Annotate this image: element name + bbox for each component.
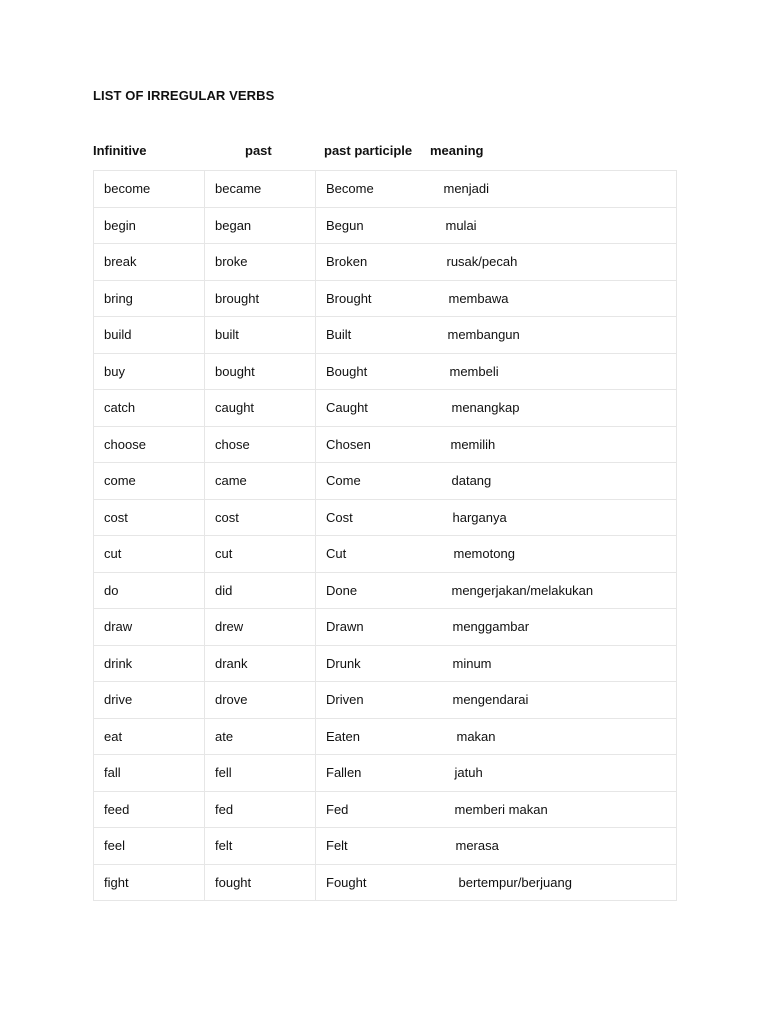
table-row (94, 426, 677, 463)
cell-infinitive: feed (94, 791, 205, 828)
table-row (94, 353, 677, 390)
cell-past-participle: Built (316, 317, 420, 354)
cell-infinitive: become (94, 171, 205, 208)
cell-past-participle: Cost (316, 499, 420, 536)
cell-infinitive: build (94, 317, 205, 354)
cell-past: drove (205, 682, 316, 719)
cell-past: did (205, 572, 316, 609)
cell-past-participle: Cut (316, 536, 420, 573)
table-row (94, 499, 677, 536)
cell-meaning: menggambar (420, 609, 677, 646)
cell-past: caught (205, 390, 316, 427)
cell-meaning: mulai (420, 207, 677, 244)
cell-past: fought (205, 864, 316, 901)
cell-infinitive: eat (94, 718, 205, 755)
cell-infinitive: cut (94, 536, 205, 573)
cell-past-participle: Begun (316, 207, 420, 244)
cell-past: brought (205, 280, 316, 317)
cell-infinitive: begin (94, 207, 205, 244)
cell-infinitive: cost (94, 499, 205, 536)
table-row (94, 645, 677, 682)
table-row (94, 171, 677, 208)
cell-past-participle: Fed (316, 791, 420, 828)
cell-meaning: merasa (420, 828, 677, 865)
verbs-table-body (94, 171, 677, 901)
cell-infinitive: buy (94, 353, 205, 390)
cell-meaning: minum (420, 645, 677, 682)
table-row (94, 791, 677, 828)
cell-past: cost (205, 499, 316, 536)
cell-past: chose (205, 426, 316, 463)
cell-past: came (205, 463, 316, 500)
cell-infinitive: fight (94, 864, 205, 901)
cell-past-participle: Felt (316, 828, 420, 865)
cell-past: drew (205, 609, 316, 646)
cell-past: ate (205, 718, 316, 755)
cell-meaning: rusak/pecah (420, 244, 677, 281)
cell-meaning: membeli (420, 353, 677, 390)
cell-meaning: menangkap (420, 390, 677, 427)
cell-infinitive: catch (94, 390, 205, 427)
table-row (94, 244, 677, 281)
table-row (94, 207, 677, 244)
cell-past-participle: Broken (316, 244, 420, 281)
cell-meaning: memilih (420, 426, 677, 463)
cell-infinitive: bring (94, 280, 205, 317)
cell-meaning: mengendarai (420, 682, 677, 719)
cell-meaning: jatuh (420, 755, 677, 792)
cell-meaning: memotong (420, 536, 677, 573)
cell-infinitive: feel (94, 828, 205, 865)
table-row (94, 572, 677, 609)
cell-past: fed (205, 791, 316, 828)
cell-past: became (205, 171, 316, 208)
cell-infinitive: fall (94, 755, 205, 792)
header-infinitive: Infinitive (93, 143, 147, 158)
column-headers (93, 143, 676, 161)
table-row (94, 280, 677, 317)
header-past-participle: past participle (324, 143, 413, 158)
cell-past: felt (205, 828, 316, 865)
table-row (94, 864, 677, 901)
table-row (94, 463, 677, 500)
cell-past: began (205, 207, 316, 244)
header-meaning: meaning (430, 143, 484, 158)
cell-infinitive: do (94, 572, 205, 609)
cell-meaning: makan (420, 718, 677, 755)
cell-past-participle: Fought (316, 864, 420, 901)
cell-meaning: menjadi (420, 171, 677, 208)
cell-past-participle: Become (316, 171, 420, 208)
table-row (94, 682, 677, 719)
cell-past-participle: Done (316, 572, 420, 609)
table-row (94, 536, 677, 573)
cell-past-participle: Eaten (316, 718, 420, 755)
page-title: LIST OF IRREGULAR VERBS (93, 88, 275, 103)
cell-meaning: membangun (420, 317, 677, 354)
verbs-table (93, 170, 677, 901)
cell-past-participle: Drunk (316, 645, 420, 682)
cell-infinitive: drive (94, 682, 205, 719)
cell-past-participle: Caught (316, 390, 420, 427)
cell-past-participle: Brought (316, 280, 420, 317)
cell-infinitive: draw (94, 609, 205, 646)
cell-meaning: memberi makan (420, 791, 677, 828)
cell-past-participle: Chosen (316, 426, 420, 463)
table-row (94, 718, 677, 755)
cell-past-participle: Bought (316, 353, 420, 390)
cell-past-participle: Come (316, 463, 420, 500)
cell-past: cut (205, 536, 316, 573)
cell-meaning: datang (420, 463, 677, 500)
cell-past: broke (205, 244, 316, 281)
cell-meaning: bertempur/berjuang (420, 864, 677, 901)
cell-meaning: mengerjakan/melakukan (420, 572, 677, 609)
cell-past: built (205, 317, 316, 354)
cell-infinitive: choose (94, 426, 205, 463)
cell-past-participle: Driven (316, 682, 420, 719)
table-row (94, 609, 677, 646)
cell-past: fell (205, 755, 316, 792)
table-row (94, 755, 677, 792)
cell-infinitive: break (94, 244, 205, 281)
cell-past-participle: Fallen (316, 755, 420, 792)
cell-past: drank (205, 645, 316, 682)
table-row (94, 828, 677, 865)
table-row (94, 317, 677, 354)
cell-past: bought (205, 353, 316, 390)
header-past: past (245, 143, 272, 158)
cell-infinitive: drink (94, 645, 205, 682)
cell-meaning: harganya (420, 499, 677, 536)
cell-meaning: membawa (420, 280, 677, 317)
table-row (94, 390, 677, 427)
cell-past-participle: Drawn (316, 609, 420, 646)
cell-infinitive: come (94, 463, 205, 500)
